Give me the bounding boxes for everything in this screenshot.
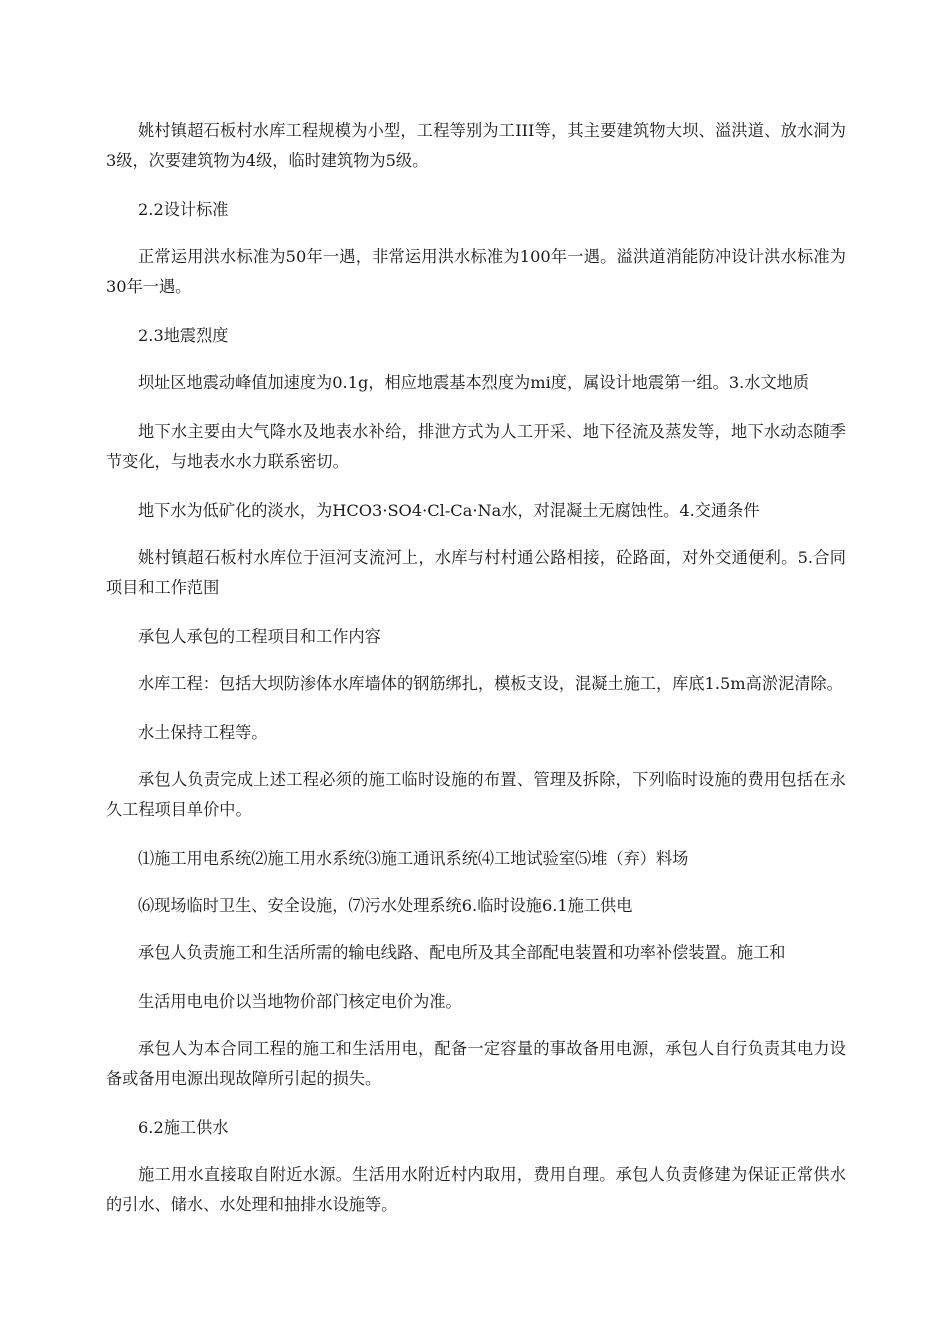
paragraph-groundwater-chemistry: 地下水为低矿化的淡水，为HCO3·SO4·Cl-Ca·Na水，对混凝土无腐蚀性。4.交通条件	[138, 501, 760, 520]
heading-seismic-intensity: 2.3地震烈度	[138, 326, 229, 345]
paragraph-reservoir-works: 水库工程：包括大坝防渗体水库墙体的钢筋绑扎，模板支设，混凝土施工，库底1.5m高淤泥清除。	[138, 674, 843, 693]
paragraph-power-price: 生活用电电价以当地物价部门核定电价为准。	[138, 992, 462, 1011]
paragraph-soil-conservation: 水土保持工程等。	[138, 723, 268, 742]
paragraph-traffic: 姚村镇超石板村水库位于洹河支流河上，水库与村村通公路相接，砼路面，对外交通便利。5.合同项目和工作范围	[106, 548, 846, 597]
paragraph-groundwater-recharge: 地下水主要由大气降水及地表水补给，排泄方式为人工开采、地下径流及蒸发等，地下水动态随季节变化，与地表水水力联系密切。	[106, 422, 846, 471]
paragraph-temporary-facilities: 承包人负责完成上述工程必须的施工临时设施的布置、管理及拆除，下列临时设施的费用包括在永久工程项目单价中。	[106, 770, 846, 819]
paragraph-power-lines: 承包人负责施工和生活所需的输电线路、配电所及其全部配电装置和功率补偿装置。施工和	[138, 943, 786, 962]
paragraph-contract-items: 承包人承包的工程项目和工作内容	[138, 627, 381, 646]
paragraph-water-supply: 施工用水直接取自附近水源。生活用水附近村内取用，费用自理。承包人负责修建为保证正常供水的引水、储水、水处理和抽排水设施等。	[106, 1165, 846, 1214]
heading-water-supply: 6.2施工供水	[138, 1118, 229, 1137]
paragraph-facility-list-2: ⑹现场临时卫生、安全设施，⑺污水处理系统6.临时设施6.1施工供电	[138, 896, 633, 915]
paragraph-seismic: 坝址区地震动峰值加速度为0.1g，相应地震基本烈度为mi度，属设计地震第一组。3.水文地质	[138, 373, 810, 392]
paragraph-backup-power: 承包人为本合同工程的施工和生活用电，配备一定容量的事故备用电源，承包人自行负责其电力设备或备用电源出现故障所引起的损失。	[106, 1039, 846, 1088]
heading-design-standard: 2.2设计标准	[138, 200, 229, 219]
document-body	[106, 116, 846, 1239]
paragraph-facility-list-1: ⑴施工用电系统⑵施工用水系统⑶施工通讯系统⑷工地试验室⑸堆（弃）料场	[138, 849, 689, 868]
paragraph-flood-standard: 正常运用洪水标准为50年一遇，非常运用洪水标准为100年一遇。溢洪道消能防冲设计洪水标准为30年一遇。	[106, 247, 846, 296]
paragraph-scale: 姚村镇超石板村水库工程规模为小型，工程等别为工III等，其主要建筑物大坝、溢洪道、放水洞为3级，次要建筑物为4级，临时建筑物为5级。	[106, 121, 846, 170]
